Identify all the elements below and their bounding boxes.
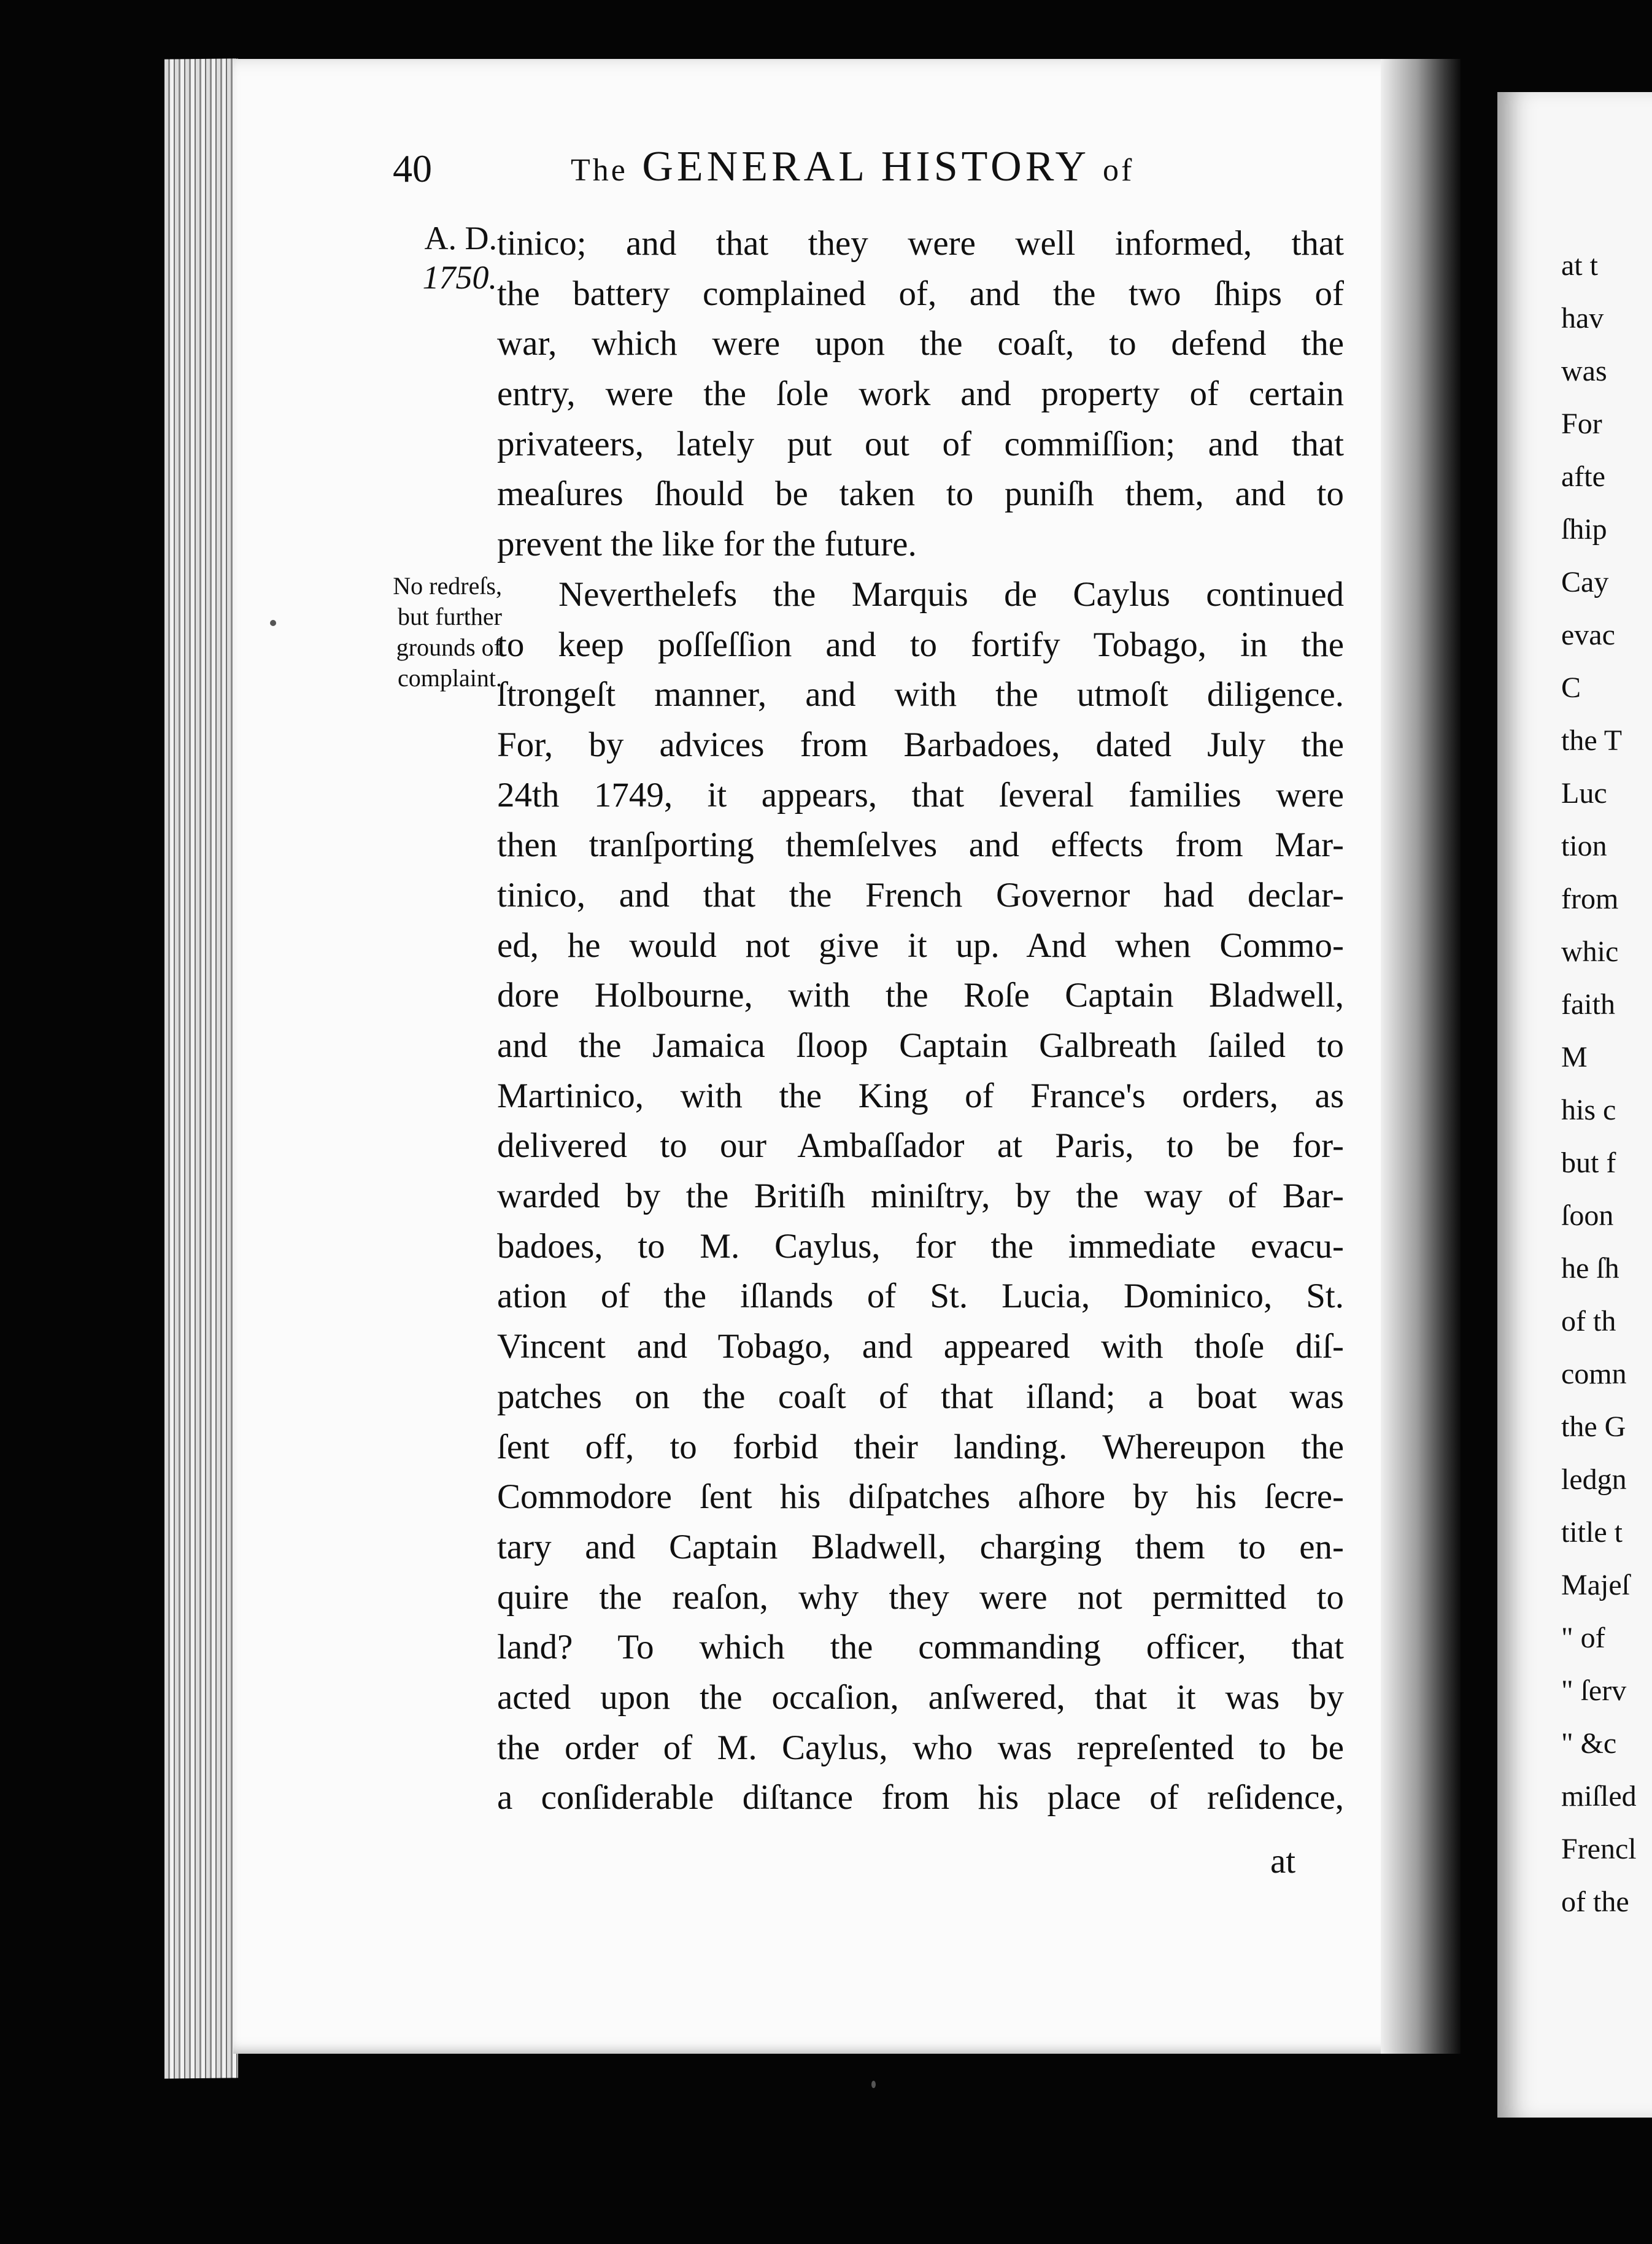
facing-page-line: at t — [1561, 249, 1598, 282]
text-line: tary and Captain Bladwell, charging them to en- — [497, 1527, 1344, 1566]
facing-page-line: whic — [1561, 935, 1619, 968]
facing-page-line: Majeſ — [1561, 1569, 1630, 1601]
facing-page-line: the T — [1561, 724, 1623, 757]
facing-page-line: his c — [1561, 1094, 1616, 1126]
text-line: Commodore ſent his diſpatches aſhore by his ſecre- — [497, 1477, 1344, 1517]
text-line: Vincent and Tobago, and appeared with thoſe diſ- — [497, 1327, 1344, 1366]
ink-speck — [270, 620, 276, 626]
facing-page-line: Frencl — [1561, 1833, 1637, 1865]
facing-page-line: Luc — [1561, 777, 1607, 810]
facing-page-line: of the — [1561, 1886, 1629, 1918]
text-line: warded by the Britiſh miniſtry, by the way of Bar- — [497, 1177, 1344, 1216]
text-line: the battery complained of, and the two ſhips of — [497, 274, 1344, 313]
text-line: ſent off, to forbid their landing. Whereupon the — [497, 1427, 1344, 1466]
facing-page-line: tion — [1561, 830, 1607, 862]
text-line: tinico; and that they were well informed, that — [497, 224, 1344, 263]
facing-page-line: " &c — [1561, 1727, 1617, 1760]
facing-page-line: ledgn — [1561, 1463, 1627, 1496]
text-line: delivered to our Ambaſſador at Paris, to be for- — [497, 1126, 1344, 1166]
facing-page-line: was — [1561, 355, 1607, 387]
text-line: tinico, and that the French Governor had declar- — [497, 875, 1344, 915]
running-head — [571, 142, 1134, 192]
text-line: dore Holbourne, with the Roſe Captain Bladwell, — [497, 976, 1344, 1015]
margin-note-line: grounds of — [396, 633, 502, 661]
facing-page-line: ſhip — [1561, 513, 1607, 546]
facing-page-line: the G — [1561, 1410, 1626, 1443]
text-line: 24th 1749, it appears, that ſeveral families were — [497, 775, 1344, 814]
margin-date-year: 1750. — [422, 259, 497, 296]
running-head-prefix: The — [571, 153, 628, 188]
text-line: the order of M. Caylus, who was repreſented to be — [497, 1728, 1344, 1767]
facing-page-line: " of — [1561, 1622, 1605, 1654]
margin-date — [393, 219, 497, 297]
text-line: then tranſporting themſelves and effects from Mar- — [497, 826, 1344, 865]
catchword: at — [1270, 1842, 1296, 1881]
running-head-title: GENERAL HISTORY — [642, 143, 1089, 190]
text-line: land? To which the commanding officer, that — [497, 1628, 1344, 1667]
facing-page-line: For — [1561, 408, 1602, 440]
text-line: quire the reaſon, why they were not permitted to — [497, 1577, 1344, 1617]
facing-page-line: comn — [1561, 1358, 1627, 1390]
facing-page-line: title t — [1561, 1516, 1623, 1549]
text-line: ed, he would not give it up. And when Commo- — [497, 926, 1344, 965]
facing-page-line: M — [1561, 1041, 1588, 1074]
facing-page-line: from — [1561, 883, 1619, 915]
text-line: acted upon the occaſion, anſwered, that it was by — [497, 1677, 1344, 1717]
text-line: For, by advices from Barbadoes, dated July the — [497, 725, 1344, 764]
text-line: a conſiderable diſtance from his place of reſidence, — [497, 1778, 1344, 1817]
margin-note-line: complaint. — [398, 664, 502, 692]
facing-page-line: " ſerv — [1561, 1674, 1627, 1707]
book-gutter — [1381, 59, 1461, 2054]
text-line: ation of the iſlands of St. Lucia, Dominico, St. — [497, 1277, 1344, 1316]
text-line: to keep poſſeſſion and to fortify Tobago, in the — [497, 625, 1344, 664]
margin-note — [355, 571, 502, 694]
text-line: prevent the like for the future. — [497, 525, 917, 564]
facing-page-line: evac — [1561, 619, 1615, 651]
margin-date-label: A. D. — [424, 220, 497, 257]
margin-note-line: No redreſs, — [393, 572, 502, 600]
text-line: Neverthelefs the Marquis de Caylus continued — [558, 575, 1344, 614]
facing-page-line: but f — [1561, 1147, 1616, 1179]
facing-page-line: hav — [1561, 302, 1604, 335]
text-line: war, which were upon the coaſt, to defend the — [497, 324, 1344, 363]
margin-note-line: but further — [398, 603, 502, 630]
text-line: patches on the coaſt of that iſland; a boat was — [497, 1377, 1344, 1416]
facing-page-line: miſled — [1561, 1780, 1637, 1813]
facing-page-line: Cay — [1561, 566, 1609, 598]
running-head-suffix: of — [1103, 153, 1135, 188]
page-number: 40 — [393, 147, 432, 190]
text-line: ſtrongeſt manner, and with the utmoſt diligence. — [497, 675, 1344, 714]
body-text — [497, 219, 1344, 1823]
facing-page-line: of th — [1561, 1305, 1616, 1337]
text-line: Martinico, with the King of France's orders, as — [497, 1076, 1344, 1115]
facing-page-line: C — [1561, 671, 1581, 704]
facing-page-line: he ſh — [1561, 1252, 1619, 1285]
ink-speck — [871, 2081, 876, 2088]
text-line: privateers, lately put out of commiſſion; and that — [497, 424, 1344, 463]
page-edges — [164, 58, 238, 2078]
facing-page-line: ſoon — [1561, 1199, 1614, 1232]
text-line: and the Jamaica ſloop Captain Galbreath ſailed to — [497, 1026, 1344, 1065]
text-line: entry, were the ſole work and property of certain — [497, 374, 1344, 414]
facing-page-line: faith — [1561, 988, 1615, 1021]
text-line: meaſures ſhould be taken to puniſh them, and to — [497, 474, 1344, 514]
facing-page-line: afte — [1561, 460, 1605, 493]
text-line: badoes, to M. Caylus, for the immediate evacu- — [497, 1226, 1344, 1266]
facing-page-text — [1561, 239, 1652, 1929]
